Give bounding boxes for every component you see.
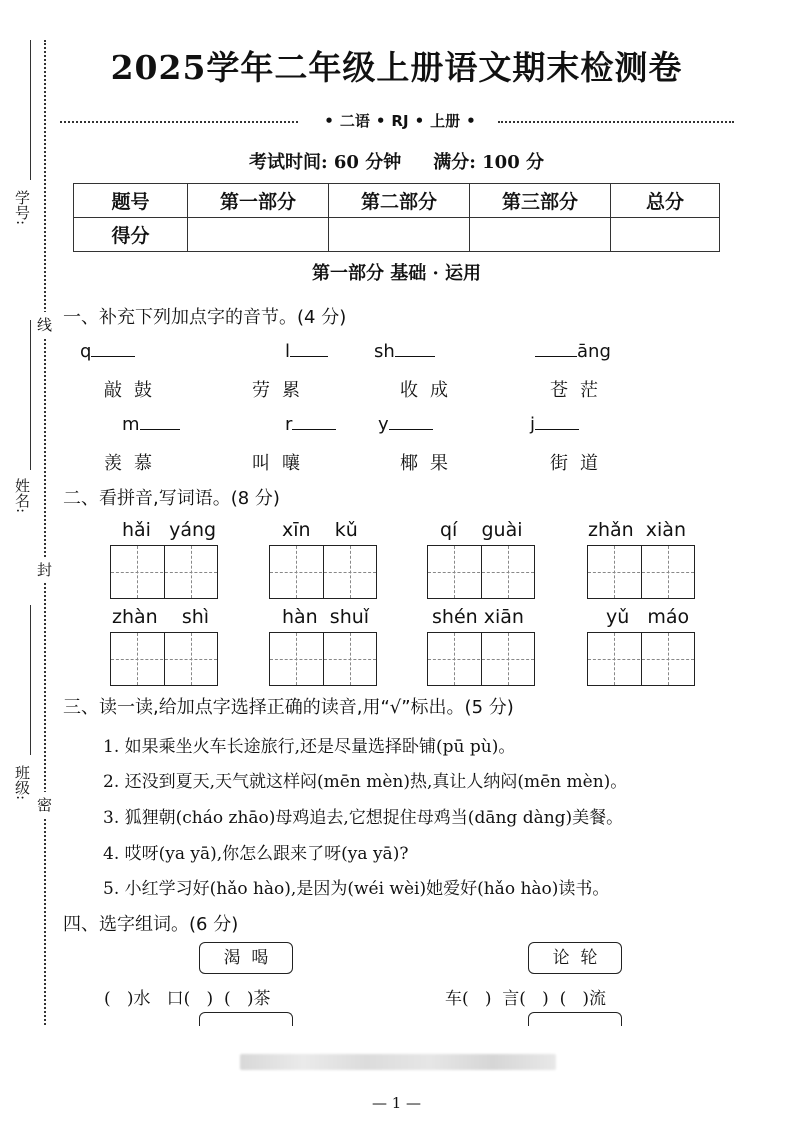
pinyin-label: hǎi yáng [122, 519, 217, 541]
writing-grid[interactable] [269, 632, 377, 686]
divider-right [498, 121, 734, 123]
part1-title: 第一部分 基础 · 运用 [311, 263, 482, 284]
pinyin-blank[interactable]: m [122, 413, 180, 435]
writing-grid[interactable] [269, 545, 377, 599]
name-label: 姓名: [13, 478, 31, 514]
fill-row-right[interactable]: 车( ) 言( ) ( )流 [445, 989, 607, 1009]
word-item: 羡慕 [104, 453, 164, 474]
col-header: 第三部分 [470, 184, 611, 218]
word-item: 敲鼓 [104, 380, 164, 401]
col-header: 题号 [74, 184, 188, 218]
mark-seal: 封 [37, 557, 52, 582]
word-item: 收成 [400, 380, 460, 401]
score-cell[interactable] [470, 218, 611, 252]
exam-meta [0, 148, 793, 174]
col-header: 总分 [611, 184, 720, 218]
reading-item-5[interactable]: 5. 小红学习好(hǎo hào),是因为(wéi wèi)她爱好(hǎo hào)读书。 [103, 879, 610, 899]
score-cell[interactable] [329, 218, 470, 252]
reading-item-3[interactable]: 3. 狐狸朝(cháo zhāo)母鸡追去,它想捉住母鸡当(dāng dàng)美餐。 [103, 808, 624, 828]
score-row [74, 218, 720, 252]
class-field [30, 605, 31, 755]
class-label: 班级: [13, 765, 31, 801]
pinyin-blank[interactable]: y [378, 413, 433, 435]
score-table [73, 183, 720, 252]
pinyin-label: xīn kǔ [282, 519, 358, 541]
binding-dotted-line [44, 40, 46, 1025]
col-header: 第一部分 [188, 184, 329, 218]
blurred-watermark [240, 1054, 556, 1070]
word-item: 劳累 [252, 380, 312, 401]
tag-subject: 二语 [339, 112, 370, 130]
full-score: 满分: 100 分 [433, 152, 544, 173]
char-choice-box: 渴 喝 [199, 942, 293, 974]
word-item: 苍茫 [550, 380, 610, 401]
pinyin-blank[interactable]: āng [535, 340, 611, 362]
pinyin-label: zhǎn xiàn [588, 519, 686, 541]
divider-left [60, 121, 298, 123]
reading-item-4[interactable]: 4. 哎呀(ya yā),你怎么跟来了呀(ya yā)? [103, 844, 409, 864]
char-choice-box: 论 轮 [528, 942, 622, 974]
page-title: 2025学年二年级上册语文期末检测卷 [110, 48, 683, 87]
exam-time: 考试时间: 60 分钟 [249, 152, 402, 173]
word-item: 叫嚷 [252, 453, 312, 474]
mark-secret: 密 [37, 792, 52, 817]
word-item: 椰果 [400, 453, 460, 474]
writing-grid[interactable] [110, 632, 218, 686]
pinyin-label: zhàn shì [112, 606, 210, 628]
writing-grid[interactable] [427, 632, 535, 686]
pinyin-blank[interactable]: sh [374, 340, 435, 362]
student-id-label: 学号: [13, 190, 31, 226]
tag-volume: 上册 [430, 112, 461, 130]
pinyin-blank[interactable]: q [80, 340, 135, 362]
name-field [30, 320, 31, 470]
pinyin-label: yǔ máo [606, 606, 690, 628]
col-header: 第二部分 [329, 184, 470, 218]
char-choice-box-cut [199, 1012, 293, 1027]
writing-grid[interactable] [110, 545, 218, 599]
pinyin-label: qí guài [440, 519, 523, 541]
page-number: — 1 — [371, 1094, 422, 1112]
score-cell[interactable] [611, 218, 720, 252]
pinyin-blank[interactable]: l [285, 340, 328, 362]
section3-title: 三、读一读,给加点字选择正确的读音,用“√”标出。(5 分) [63, 697, 514, 718]
tag-edition: RJ [391, 112, 409, 130]
pinyin-blank[interactable]: r [285, 413, 336, 435]
fill-row-left[interactable]: ( )水 口( ) ( )茶 [104, 989, 271, 1009]
writing-grid[interactable] [587, 632, 695, 686]
score-table-header [74, 184, 720, 218]
section4-title: 四、选字组词。(6 分) [63, 914, 239, 935]
pinyin-blank[interactable]: j [530, 413, 579, 435]
writing-grid[interactable] [427, 545, 535, 599]
score-cell[interactable] [188, 218, 329, 252]
section1-title: 一、补充下列加点字的音节。(4 分) [63, 307, 347, 328]
section2-title: 二、看拼音,写词语。(8 分) [63, 488, 280, 509]
subtitle-tags: • 二语 • RJ • 上册 • [324, 112, 476, 130]
char-choice-box-cut [528, 1012, 622, 1027]
reading-item-2[interactable]: 2. 还没到夏天,天气就这样闷(mēn mèn)热,真让人纳闷(mēn mèn)。 [103, 772, 628, 792]
pinyin-label: shén xiān [432, 606, 524, 628]
word-item: 街道 [550, 453, 610, 474]
reading-item-1[interactable]: 1. 如果乘坐火车长途旅行,还是尽量选择卧铺(pū pù)。 [103, 737, 516, 757]
pinyin-label: hàn shuǐ [282, 606, 370, 628]
mark-line: 线 [37, 312, 52, 337]
row-label: 得分 [74, 218, 188, 252]
writing-grid[interactable] [587, 545, 695, 599]
